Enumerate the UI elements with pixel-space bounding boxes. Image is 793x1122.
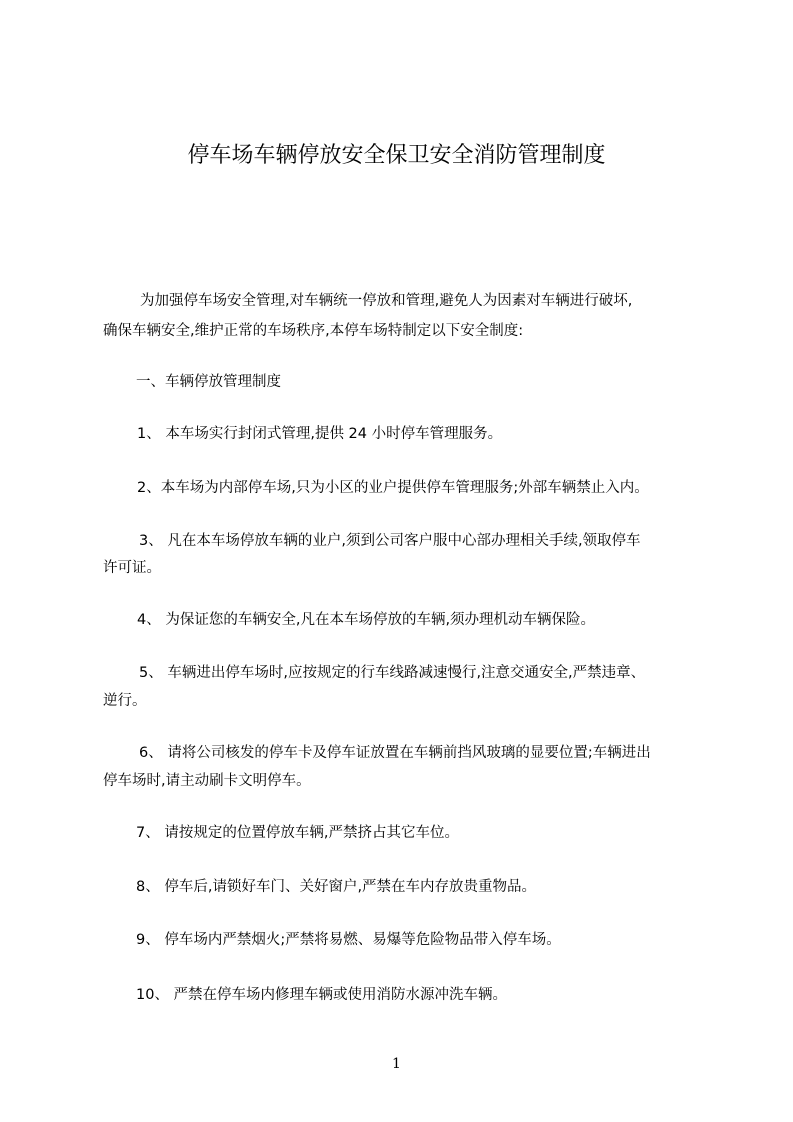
list-item-7: 7、 请按规定的位置停放车辆,严禁挤占其它车位。 [136, 825, 459, 841]
list-item-9: 9、 停车场内严禁烟火;严禁将易燃、易爆等危险物品带入停车场。 [136, 932, 561, 948]
page-number: 1 [392, 1056, 401, 1072]
intro-line-2: 确保车辆安全,维护正常的车场秩序,本停车场特制定以下安全制度: [103, 323, 524, 339]
list-item-6-cont: 停车场时,请主动刷卡文明停车。 [103, 773, 311, 789]
document-title: 停车场车辆停放安全保卫安全消防管理制度 [187, 143, 606, 168]
list-item-3: 3、 凡在本车场停放车辆的业户,须到公司客户服中心部办理相关手续,领取停车 [139, 533, 641, 549]
intro-line-1: 为加强停车场安全管理,对车辆统一停放和管理,避免人为因素对车辆进行破坏, [140, 293, 633, 309]
list-item-8: 8、 停车后,请锁好车门、关好窗户,严禁在车内存放贵重物品。 [136, 879, 537, 895]
list-item-4: 4、 为保证您的车辆安全,凡在本车场停放的车辆,须办理机动车辆保险。 [137, 612, 596, 628]
list-item-6: 6、 请将公司核发的停车卡及停车证放置在车辆前挡风玻璃的显要位置;车辆进出 [139, 745, 651, 761]
list-item-3-cont: 许可证。 [103, 560, 161, 576]
list-item-2: 2、本车场为内部停车场,只为小区的业户提供停车管理服务;外部车辆禁止入内。 [137, 480, 649, 496]
section-heading: 一、车辆停放管理制度 [136, 374, 281, 390]
list-item-5-cont: 逆行。 [103, 693, 147, 709]
list-item-5: 5、 车辆进出停车场时,应按规定的行车线路减速慢行,注意交通安全,严禁违章、 [139, 665, 646, 681]
list-item-10: 10、 严禁在停车场内修理车辆或使用消防水源冲洗车辆。 [136, 987, 508, 1003]
list-item-1: 1、 本车场实行封闭式管理,提供 24 小时停车管理服务。 [137, 426, 503, 442]
